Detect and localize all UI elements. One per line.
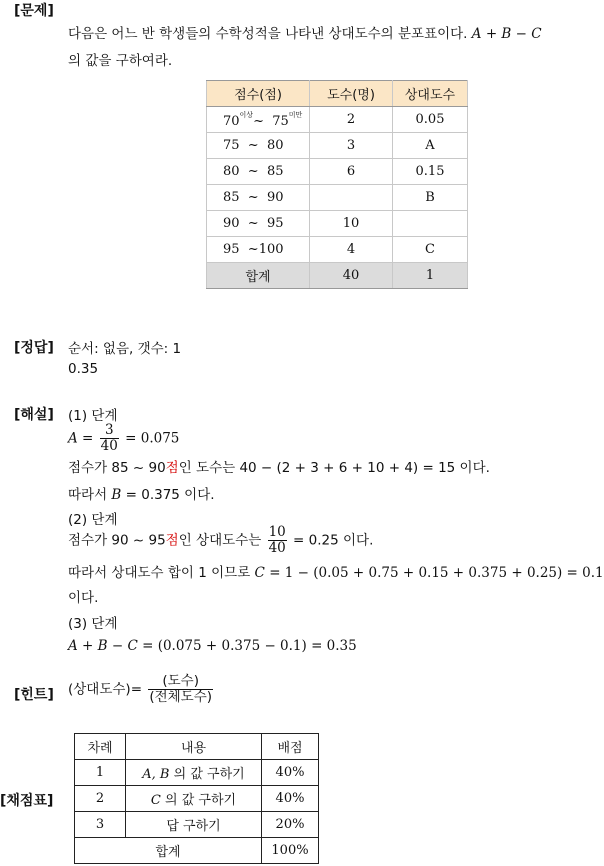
step-3-heading: (3) 단계 [68,616,118,632]
frequency-cell [310,185,393,211]
table-row [207,185,468,211]
header-relative-frequency: 상대도수 [393,81,468,107]
equation-a: A = $\frac{3}{40}$ = 0.075 [68,422,180,454]
fraction-hint: $\frac{\text{(도수)}}{\text{(전체도수)}}$ [149,673,213,705]
table-row [75,760,319,786]
fraction-relative: $\frac{10}{40}$ [268,524,286,556]
problem-line-2: 의 값을 구하여라. [68,53,173,69]
hint-formula: (상대도수)= $\frac{\text{(도수)}}{\text{(전체도수)}}$ [68,673,213,705]
step-2-heading: (2) 단계 [68,512,118,528]
frequency-cell: 4 [310,237,393,263]
relative-frequency-cell: B [393,185,468,211]
fraction-a: $\frac{3}{40}$ [100,422,118,454]
problem-text: 다음은 어느 반 학생들의 수학성적을 나타낸 상대도수의 분포표이다. [68,26,468,42]
relative-frequency-cell: A [393,133,468,159]
table-total-row [75,838,319,864]
points-cell: 40% [262,786,319,812]
range-end-note: 미만 [288,111,303,119]
table-row [75,786,319,812]
final-equation: A + B − C = (0.075 + 0.375 − 0.1) = 0.35 [68,638,357,654]
problem-expression: A + B − C [471,26,542,42]
frequency-cell: 2 [310,107,393,133]
solution-line-relative: 점수가 90 ~ 95점인 상대도수는 $\frac{10}{40}$ = 0.25 이다. [68,524,374,556]
solution-line-b: 따라서 B = 0.375 이다. [68,487,215,503]
table-row [75,812,319,838]
order-cell: 1 [75,760,126,786]
header-points: 배점 [262,734,319,760]
relative-frequency-cell: C [393,237,468,263]
solution-label: [해설] [14,407,54,423]
relative-frequency-cell: 0.05 [393,107,468,133]
header-order: 차례 [75,734,126,760]
relative-frequency-cell [393,211,468,237]
frequency-cell: 6 [310,159,393,185]
score-range: 75 ~ 80 [207,133,310,159]
solution-line-frequency: 점수가 85 ~ 90점인 도수는 40 − (2 + 3 + 6 + 10 + 4) = 15 이다. [68,460,490,476]
range-start-note: 이상 [239,111,254,119]
order-cell: 3 [75,812,126,838]
total-frequency: 40 [310,263,393,289]
content-cell: C 의 값 구하기 [126,786,262,812]
table-row [207,107,468,133]
content-cell: 답 구하기 [126,812,262,838]
total-relative-frequency: 1 [393,263,468,289]
table-total-row [207,263,468,289]
order-cell: 2 [75,786,126,812]
table-row [207,133,468,159]
content-cell: A, B 의 값 구하기 [126,760,262,786]
answer-value: 0.35 [68,361,99,377]
scoring-table [74,733,319,864]
score-range: 95 ~100 [207,237,310,263]
header-content: 내용 [126,734,262,760]
frequency-cell: 10 [310,211,393,237]
solution-line-c: 따라서 상대도수 합이 1 이므로 C = 1 − (0.05 + 0.75 + 0.15 + 0.375 + 0.25) = 0.1 [68,565,604,581]
answer-meta: 순서: 없음, 갯수: 1 [68,341,182,357]
frequency-table [206,80,468,289]
answer-label: [정답] [14,340,54,356]
header-score: 점수(점) [207,81,310,107]
score-range: 80 ~ 85 [207,159,310,185]
score-range: $70^{이상}\sim$ $75^{미만}$ [207,107,310,133]
frequency-cell: 3 [310,133,393,159]
scoring-label: [채점표] [0,793,54,809]
table-row [207,159,468,185]
table-row [207,211,468,237]
problem-label: [문제] [14,3,54,19]
solution-line-c-end: 이다. [68,590,99,606]
score-range: 90 ~ 95 [207,211,310,237]
relative-frequency-cell: 0.15 [393,159,468,185]
score-range: 85 ~ 90 [207,185,310,211]
total-points: 100% [262,838,319,864]
total-label: 합계 [207,263,310,289]
points-cell: 40% [262,760,319,786]
total-label: 합계 [75,838,262,864]
step-1-heading: (1) 단계 [68,408,118,424]
table-row [207,237,468,263]
hint-label: [힌트] [14,687,54,703]
problem-line-1 [68,22,542,42]
points-cell: 20% [262,812,319,838]
header-frequency: 도수(명) [310,81,393,107]
